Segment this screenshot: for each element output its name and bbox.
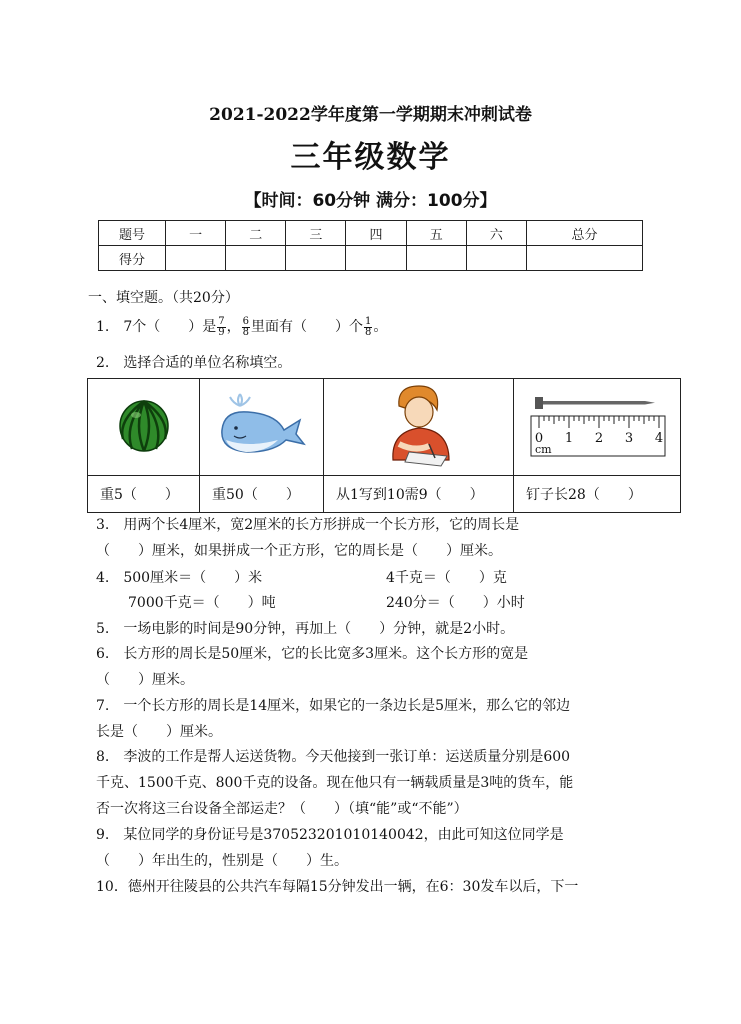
- exam-title: 2021-2022学年度第一学期期末冲刺试卷: [209, 105, 532, 125]
- q1-text-b: 里面有（ ）个: [251, 319, 364, 335]
- question-6-line-1: 6. 长方形的周长是50厘米，它的长比宽多3厘米。这个长方形的宽是: [96, 646, 529, 662]
- question-9-line-2: （ ）年出生的，性别是（ ）生。: [96, 853, 348, 869]
- ruler-tick-label: 0: [534, 431, 544, 446]
- score-blank[interactable]: [286, 246, 346, 271]
- whale-icon: [216, 390, 308, 460]
- score-blank[interactable]: [226, 246, 286, 271]
- score-cell: 得分: [99, 246, 166, 271]
- section-heading: 一、填空题。（共20分）: [88, 290, 239, 306]
- unit-label: 重50（ ）: [200, 476, 324, 513]
- score-cell: 总分: [526, 221, 642, 246]
- picture-row: [88, 379, 681, 476]
- ruler-unit-label: cm: [535, 443, 552, 456]
- numerator: 6: [242, 315, 250, 327]
- subject-title: 三年级数学: [290, 140, 451, 175]
- question-9-line-1: 9. 某位同学的身份证号是370523201010140042，由此可知这位同学是: [96, 827, 564, 843]
- time-info: 【时间：60分钟 满分：100分】: [244, 191, 497, 211]
- score-cell: 二: [226, 221, 286, 246]
- question-4-b: 4千克＝（ ）克: [386, 570, 507, 586]
- nail-ruler-icon: [527, 386, 667, 464]
- whale-cell: [200, 379, 324, 476]
- question-7-line-1: 7. 一个长方形的周长是14厘米，如果它的一条边长是5厘米，那么它的邻边: [96, 698, 571, 714]
- score-blank[interactable]: [166, 246, 226, 271]
- score-blank[interactable]: [526, 246, 642, 271]
- question-4-d: 240分＝（ ）小时: [386, 595, 525, 611]
- ruler-tick-label: 1: [564, 431, 574, 446]
- score-cell: 三: [286, 221, 346, 246]
- unit-label: 从1写到10需9（ ）: [324, 476, 514, 513]
- watermelon-icon: [114, 395, 174, 455]
- question-1: [96, 316, 387, 338]
- question-4-c: 7000千克＝（ ）吨: [128, 595, 276, 611]
- score-cell: 题号: [99, 221, 166, 246]
- question-8-line-3: 否一次将这三台设备全部运走？（ ）（填“能”或“不能”）: [96, 801, 468, 817]
- ruler-tick-label: 2: [594, 431, 604, 446]
- score-blank[interactable]: [466, 246, 526, 271]
- question-8-line-1: 8. 李波的工作是帮人运送货物。今天他接到一张订单：运送质量分别是600: [96, 749, 571, 765]
- denominator: 8: [365, 326, 372, 338]
- unit-label: 重5（ ）: [88, 476, 200, 513]
- ruler-tick-label: 3: [624, 431, 634, 446]
- score-blank[interactable]: [346, 246, 406, 271]
- question-8-line-2: 千克、1500千克、800千克的设备。现在他只有一辆载质量是3吨的货车，能: [96, 775, 574, 791]
- question-6-line-2: （ ）厘米。: [96, 672, 194, 688]
- watermelon-cell: [88, 379, 200, 476]
- score-blank[interactable]: [406, 246, 466, 271]
- score-cell: 四: [346, 221, 406, 246]
- score-value-row: [99, 246, 643, 271]
- q1-text-a: 1. 7个（ ）是: [96, 319, 217, 335]
- score-cell: 一: [166, 221, 226, 246]
- ruler-tick-label: 4: [654, 431, 664, 446]
- question-3-line-1: 3. 用两个长4厘米，宽2厘米的长方形拼成一个长方形，它的周长是: [96, 517, 520, 533]
- q1-comma: ，: [226, 319, 241, 335]
- denominator: 8: [242, 326, 250, 338]
- fraction: [242, 317, 250, 338]
- question-3-line-2: （ ）厘米，如果拼成一个正方形，它的周长是（ ）厘米。: [96, 543, 502, 559]
- numerator: 1: [365, 315, 372, 327]
- score-cell: 五: [406, 221, 466, 246]
- denominator: 9: [218, 326, 225, 338]
- fraction: [364, 317, 372, 338]
- unit-label: 钉子长28（ ）: [514, 476, 681, 513]
- numerator: 7: [218, 315, 225, 327]
- question-5: 5. 一场电影的时间是90分钟，再加上（ ）分钟，就是2小时。: [96, 621, 515, 637]
- writing-girl-icon: [369, 382, 469, 468]
- label-row: [88, 476, 681, 513]
- question-4-a: 4. 500厘米＝（ ）米: [96, 570, 263, 586]
- q1-end: 。: [373, 319, 388, 335]
- question-2: 2. 选择合适的单位名称填空。: [96, 355, 292, 371]
- unit-table: [87, 378, 681, 513]
- question-7-line-2: 长是（ ）厘米。: [96, 724, 222, 740]
- score-table: [98, 220, 643, 271]
- writing-girl-cell: [324, 379, 514, 476]
- fraction: [217, 317, 225, 338]
- score-cell: 六: [466, 221, 526, 246]
- score-header-row: [99, 221, 643, 246]
- question-10-line-1: 10．德州开往陵县的公共汽车每隔15分钟发出一辆，在6：30发车以后，下一: [96, 879, 579, 895]
- nail-ruler-cell: [514, 379, 681, 476]
